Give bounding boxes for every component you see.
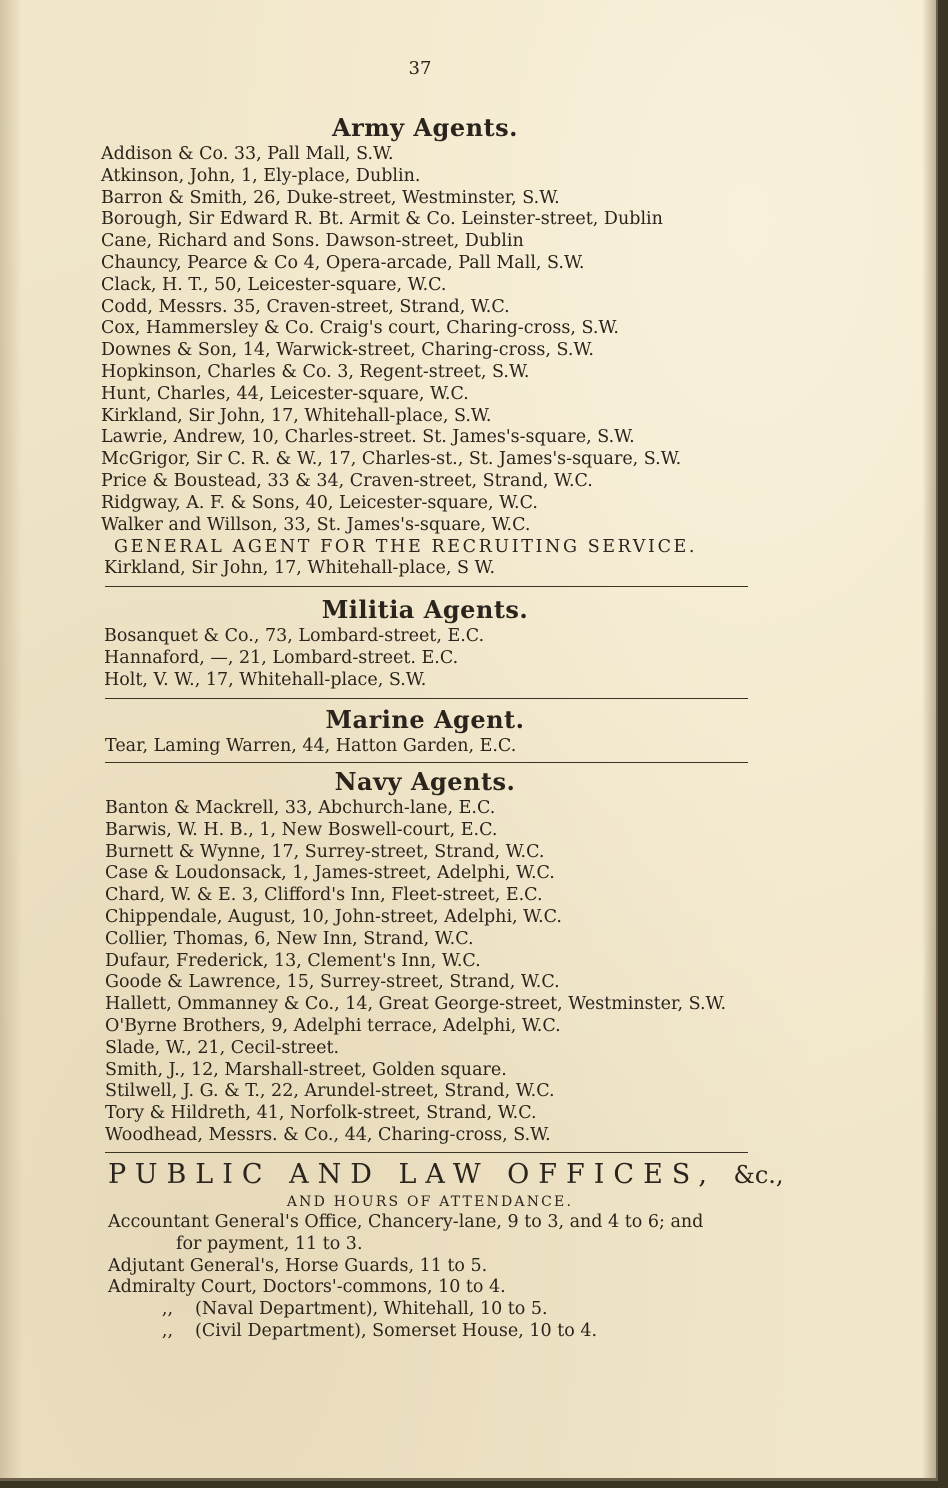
navy-agent-entry: Tory & Hildreth, 41, Norfolk-street, Strand, W.C. [105, 1103, 537, 1124]
page-edge-shadow [922, 0, 936, 1478]
navy-agent-entry: Burnett & Wynne, 17, Surrey-street, Strand, W.C. [105, 841, 545, 862]
army-agent-entry: Cane, Richard and Sons. Dawson-street, Dublin [101, 231, 524, 252]
office-entry: Adjutant General's, Horse Guards, 11 to 5. [108, 1255, 488, 1276]
army-agents-heading: Army Agents. [331, 113, 519, 142]
navy-agent-entry: O'Byrne Brothers, 9, Adelphi terrace, Adelphi, W.C. [105, 1015, 561, 1036]
ditto-mark: ,, [161, 1299, 174, 1320]
ditto-mark: ,, [161, 1320, 174, 1341]
navy-agent-entry: Stilwell, J. G. & T., 22, Arundel-street, Strand, W.C. [105, 1081, 555, 1102]
army-agent-entry: Borough, Sir Edward R. Bt. Armit & Co. Leinster-street, Dublin [101, 209, 663, 230]
office-entry: Accountant General's Office, Chancery-lane, 9 to 3, and 4 to 6; and [108, 1212, 704, 1232]
army-agent-entry: McGrigor, Sir C. R. & W., 17, Charles-st., St. James's-square, S.W. [101, 449, 682, 470]
section-divider [105, 762, 748, 763]
navy-agent-entry: Barwis, W. H. B., 1, New Boswell-court, E.C. [105, 819, 498, 840]
public-offices-subheading: AND HOURS OF ATTENDANCE. [286, 1194, 574, 1210]
public-offices-section [100, 1158, 784, 1343]
navy-agents-list [100, 798, 750, 1147]
militia-agent-entry: Hannaford, —, 21, Lombard-street. E.C. [104, 647, 459, 668]
section-divider [105, 1152, 748, 1153]
office-entry [100, 1299, 760, 1321]
navy-agent-entry: Slade, W., 21, Cecil-street. [105, 1037, 340, 1058]
navy-agent-entry: Woodhead, Messrs. & Co., 44, Charing-cross, S.W. [105, 1124, 551, 1145]
office-entry-text: (Civil Department), Somerset House, 10 to 4. [195, 1320, 598, 1341]
section-divider [105, 586, 748, 587]
army-agent-entry: Chauncy, Pearce & Co 4, Opera-arcade, Pall Mall, S.W. [101, 252, 585, 273]
marine-agent-entry: Tear, Laming Warren, 44, Hatton Garden, E.C. [105, 736, 517, 756]
army-agent-entry: Clack, H. T., 50, Leicester-square, W.C. [101, 274, 447, 295]
army-agents-section [100, 112, 750, 580]
navy-agent-entry: Goode & Lawrence, 15, Surrey-street, Strand, W.C. [105, 972, 560, 993]
militia-agents-section [100, 594, 750, 691]
militia-agents-heading: Militia Agents. [321, 595, 529, 624]
navy-agents-heading: Navy Agents. [334, 767, 516, 796]
army-agent-entry: Addison & Co. 33, Pall Mall, S.W. [101, 144, 394, 164]
army-agent-entry: Lawrie, Andrew, 10, Charles-street. St. James's-square, S.W. [101, 427, 635, 448]
army-agent-entry: Atkinson, John, 1, Ely-place, Dublin. [101, 165, 421, 186]
navy-agent-entry: Hallett, Ommanney & Co., 14, Great George-street, Westminster, S.W. [105, 994, 727, 1015]
recruiting-agent-heading: GENERAL AGENT FOR THE RECRUITING SERVICE. [114, 537, 698, 558]
army-agent-entry: Price & Boustead, 33 & 34, Craven-street, Strand, W.C. [101, 470, 593, 491]
militia-agent-entry: Bosanquet & Co., 73, Lombard-street, E.C. [104, 626, 485, 646]
public-offices-heading [100, 1158, 784, 1192]
navy-agent-entry: Smith, J., 12, Marshall-street, Golden square. [105, 1059, 507, 1080]
army-agents-list [100, 144, 750, 536]
army-agent-entry: Codd, Messrs. 35, Craven-street, Strand, W.C. [101, 296, 510, 317]
public-offices-title: PUBLIC AND LAW OFFICES, [108, 1159, 716, 1190]
army-agent-entry: Hopkinson, Charles & Co. 3, Regent-street, S.W. [101, 361, 530, 382]
army-agent-entry: Hunt, Charles, 44, Leicester-square, W.C. [101, 383, 469, 404]
office-entry [100, 1321, 760, 1343]
marine-agent-section [100, 704, 750, 758]
army-agent-entry: Walker and Willson, 33, St. James's-square, W.C. [101, 514, 531, 535]
navy-agent-entry: Chard, W. & E. 3, Clifford's Inn, Fleet-street, E.C. [105, 885, 543, 906]
marine-agent-heading: Marine Agent. [325, 705, 525, 734]
office-entry-text: (Naval Department), Whitehall, 10 to 5. [195, 1299, 548, 1320]
page-number: 37 [408, 58, 432, 79]
army-agent-entry: Downes & Son, 14, Warwick-street, Charing-cross, S.W. [101, 340, 594, 361]
navy-agent-entry: Dufaur, Frederick, 13, Clement's Inn, W.C. [105, 950, 481, 971]
office-entry-continued: for payment, 11 to 3. [176, 1233, 363, 1254]
office-entry: Admiralty Court, Doctors'-commons, 10 to 4. [108, 1277, 506, 1298]
army-agent-entry: Ridgway, A. F. & Sons, 40, Leicester-square, W.C. [101, 492, 538, 513]
navy-agent-entry: Collier, Thomas, 6, New Inn, Strand, W.C. [105, 928, 474, 949]
navy-agents-section [100, 766, 750, 1147]
army-agent-entry: Cox, Hammersley & Co. Craig's court, Charing-cross, S.W. [101, 318, 619, 339]
section-divider [105, 698, 748, 699]
army-agent-entry: Barron & Smith, 26, Duke-street, Westminster, S.W. [101, 187, 560, 208]
recruiting-agent-entry: Kirkland, Sir John, 17, Whitehall-place, S W. [104, 558, 496, 579]
navy-agent-entry: Banton & Mackrell, 33, Abchurch-lane, E.C. [105, 798, 496, 818]
navy-agent-entry: Chippendale, August, 10, John-street, Adelphi, W.C. [105, 906, 562, 927]
army-agent-entry: Kirkland, Sir John, 17, Whitehall-place, S.W. [101, 405, 492, 426]
navy-agent-entry: Case & Loudonsack, 1, James-street, Adelphi, W.C. [105, 863, 555, 884]
militia-agents-list [100, 626, 750, 691]
militia-agent-entry: Holt, V. W., 17, Whitehall-place, S.W. [104, 669, 427, 690]
marine-agent-list [100, 736, 750, 758]
public-offices-suffix: &c., [733, 1161, 784, 1189]
